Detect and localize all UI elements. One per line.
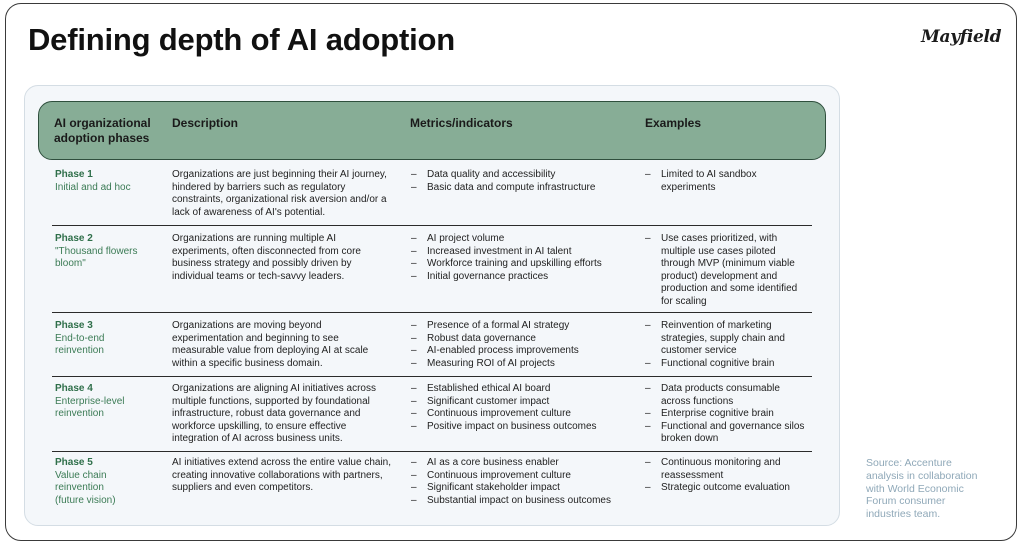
row-divider [52, 376, 812, 377]
examples-list [645, 457, 810, 495]
description-line: constraints, organizational risk aversion and/or a [172, 194, 387, 206]
metrics-list [411, 383, 639, 433]
metric-text: Presence of a formal AI strategy [427, 320, 570, 331]
metric-text: Continuous improvement culture [427, 408, 571, 420]
bullet-dash: – [411, 482, 417, 494]
description-line: multiple functions, supported by foundational [172, 395, 370, 407]
row-divider [52, 451, 812, 452]
bullet-dash: – [411, 383, 417, 394]
bullet-dash: – [411, 320, 417, 331]
example-item [645, 457, 810, 482]
bullet-dash: – [645, 169, 651, 180]
description-line: Organizations are running multiple AI [172, 233, 336, 244]
bullet-dash: – [645, 233, 651, 244]
bullet-dash: – [411, 357, 417, 369]
bullet-dash: – [411, 457, 417, 468]
example-item [645, 482, 810, 495]
description-line: hindered by barriers such as regulatory [172, 181, 346, 193]
metric-text: Workforce training and upskilling efforts [427, 258, 602, 270]
source-line: with World Economic [866, 482, 964, 495]
description-line: business strategy and possibly driven by [172, 258, 352, 270]
metric-item [411, 408, 639, 421]
description-line: Organizations are moving beyond [172, 320, 322, 331]
description-line: workforce upskilling, to ensure effective [172, 420, 347, 432]
example-text: Functional cognitive brain [661, 357, 775, 369]
metric-text: Initial governance practices [427, 270, 549, 282]
description-cell [172, 457, 404, 495]
phase-label: Phase 5 [55, 457, 93, 468]
example-text: multiple use cases piloted [661, 245, 776, 257]
phase-subtitle: reinvention [55, 408, 104, 420]
metric-item [411, 383, 639, 396]
metric-text: Data quality and accessibility [427, 169, 556, 180]
metric-item [411, 182, 639, 195]
example-text: across functions [661, 395, 734, 407]
metric-text: Substantial impact on business outcomes [427, 494, 611, 506]
metric-item [411, 333, 639, 346]
phase-cell [55, 233, 165, 271]
phase-subtitle: Initial and ad hoc [55, 181, 131, 193]
description-line: experiments, often disconnected from core [172, 245, 361, 257]
metrics-list [411, 169, 639, 194]
row-divider [52, 225, 812, 226]
metric-item [411, 246, 639, 259]
phase-label: Phase 2 [55, 233, 93, 244]
metric-text: Significant customer impact [427, 395, 550, 407]
description-line: Organizations are aligning AI initiatives across [172, 383, 376, 394]
description-line: measurable value from deploying AI at scale [172, 345, 369, 357]
metric-text: Increased investment in AI talent [427, 245, 572, 257]
phase-subtitle: Enterprise-level [55, 395, 125, 407]
metric-item [411, 470, 639, 483]
description-cell [172, 169, 404, 219]
row-divider [52, 312, 812, 313]
bullet-dash: – [411, 245, 417, 257]
bullet-dash: – [411, 469, 417, 481]
bullet-dash: – [411, 181, 417, 193]
example-text: Reinvention of marketing [661, 320, 772, 331]
metric-text: Robust data governance [427, 332, 536, 344]
examples-list [645, 233, 810, 309]
phase-subtitle: bloom" [55, 258, 86, 270]
metric-text: AI as a core business enabler [427, 457, 559, 468]
metric-text: AI project volume [427, 233, 505, 244]
bullet-dash: – [411, 408, 417, 420]
metrics-list [411, 320, 639, 370]
phase-label: Phase 1 [55, 169, 93, 180]
examples-list [645, 383, 810, 446]
metric-text: Significant stakeholder impact [427, 482, 560, 494]
mayfield-logo: Mayfield [921, 27, 1002, 47]
column-header-description: Description [172, 116, 239, 130]
metric-text: Basic data and compute infrastructure [427, 181, 596, 193]
bullet-dash: – [411, 494, 417, 506]
metric-item [411, 169, 639, 182]
metric-item [411, 271, 639, 284]
example-text: strategies, supply chain and [661, 332, 785, 344]
examples-list [645, 169, 810, 194]
example-text: reassessment [661, 469, 724, 481]
column-header-metrics: Metrics/indicators [410, 116, 513, 130]
bullet-dash: – [645, 482, 651, 494]
metric-item [411, 421, 639, 434]
phase-subtitle: reinvention [55, 345, 104, 357]
description-cell [172, 320, 404, 370]
example-item [645, 383, 810, 408]
source-line: Source: Accenture [866, 457, 952, 469]
metric-text: Established ethical AI board [427, 383, 551, 394]
description-line: Organizations are just beginning their AI journey, [172, 169, 387, 180]
bullet-dash: – [645, 320, 651, 331]
example-item [645, 169, 810, 194]
phase-subtitle: (future vision) [55, 494, 116, 506]
phase-cell [55, 383, 165, 421]
bullet-dash: – [411, 169, 417, 180]
description-line: suppliers and even competitors. [172, 482, 314, 494]
metric-item [411, 258, 639, 271]
example-item [645, 408, 810, 421]
bullet-dash: – [645, 457, 651, 468]
example-text: Enterprise cognitive brain [661, 408, 774, 420]
example-text: Continuous monitoring and [661, 457, 781, 468]
example-text: Strategic outcome evaluation [661, 482, 790, 494]
description-cell [172, 233, 404, 283]
page-title: Defining depth of AI adoption [28, 22, 455, 57]
source-line: Forum consumer [866, 495, 946, 508]
metric-item [411, 233, 639, 246]
phase-subtitle: Value chain [55, 469, 107, 481]
phase-label: Phase 4 [55, 383, 93, 394]
metric-text: Measuring ROI of AI projects [427, 357, 555, 369]
phase-cell [55, 457, 165, 507]
examples-list [645, 320, 810, 370]
example-item [645, 233, 810, 309]
phase-subtitle: "Thousand flowers [55, 245, 138, 257]
metric-item [411, 345, 639, 358]
phase-cell [55, 320, 165, 358]
source-line: analysis in collaboration [866, 469, 978, 482]
description-line: infrastructure, robust data governance and [172, 408, 361, 420]
example-text: through MVP (minimum viable [661, 258, 795, 270]
description-line: within a specific business domain. [172, 357, 323, 369]
description-line: experimentation and beginning to see [172, 332, 339, 344]
metric-text: Positive impact on business outcomes [427, 420, 597, 432]
column-header-phases: AI organizational adoption phases [54, 116, 151, 145]
description-line: individual teams or tech-savvy leaders. [172, 270, 345, 282]
bullet-dash: – [411, 258, 417, 270]
bullet-dash: – [645, 383, 651, 394]
description-line: lack of awareness of AI's potential. [172, 206, 326, 218]
bullet-dash: – [411, 270, 417, 282]
source-line: industries team. [866, 508, 941, 521]
metric-item [411, 457, 639, 470]
description-line: creating innovative collaborations with partners, [172, 469, 383, 481]
example-text: broken down [661, 433, 719, 445]
example-text: experiments [661, 181, 716, 193]
phase-cell [55, 169, 165, 194]
phase-label: Phase 3 [55, 320, 93, 331]
example-text: customer service [661, 345, 737, 357]
metrics-list [411, 457, 639, 507]
example-text: Use cases prioritized, with [661, 233, 778, 244]
metric-item [411, 358, 639, 371]
description-line: AI initiatives extend across the entire value chain, [172, 457, 392, 468]
bullet-dash: – [411, 345, 417, 357]
example-text: product) development and [661, 270, 778, 282]
metrics-list [411, 233, 639, 283]
metric-item [411, 482, 639, 495]
example-text: for scaling [661, 295, 707, 307]
source-note [866, 457, 1001, 521]
column-header-examples: Examples [645, 116, 702, 130]
example-text: production and some identified [661, 283, 798, 295]
metric-item [411, 396, 639, 409]
bullet-dash: – [645, 357, 651, 369]
example-item [645, 421, 810, 446]
bullet-dash: – [411, 233, 417, 244]
metric-text: Continuous improvement culture [427, 469, 571, 481]
example-text: Functional and governance silos [661, 420, 805, 432]
description-line: integration of AI across business units. [172, 433, 343, 445]
example-item [645, 358, 810, 371]
phase-subtitle: End-to-end [55, 332, 105, 344]
metric-item [411, 495, 639, 508]
example-item [645, 320, 810, 358]
example-text: Limited to AI sandbox [661, 169, 757, 180]
example-text: Data products consumable [661, 383, 780, 394]
bullet-dash: – [645, 420, 651, 432]
bullet-dash: – [645, 408, 651, 420]
bullet-dash: – [411, 395, 417, 407]
metric-text: AI-enabled process improvements [427, 345, 579, 357]
description-cell [172, 383, 404, 446]
metric-item [411, 320, 639, 333]
bullet-dash: – [411, 332, 417, 344]
phase-subtitle: reinvention [55, 482, 104, 494]
bullet-dash: – [411, 420, 417, 432]
